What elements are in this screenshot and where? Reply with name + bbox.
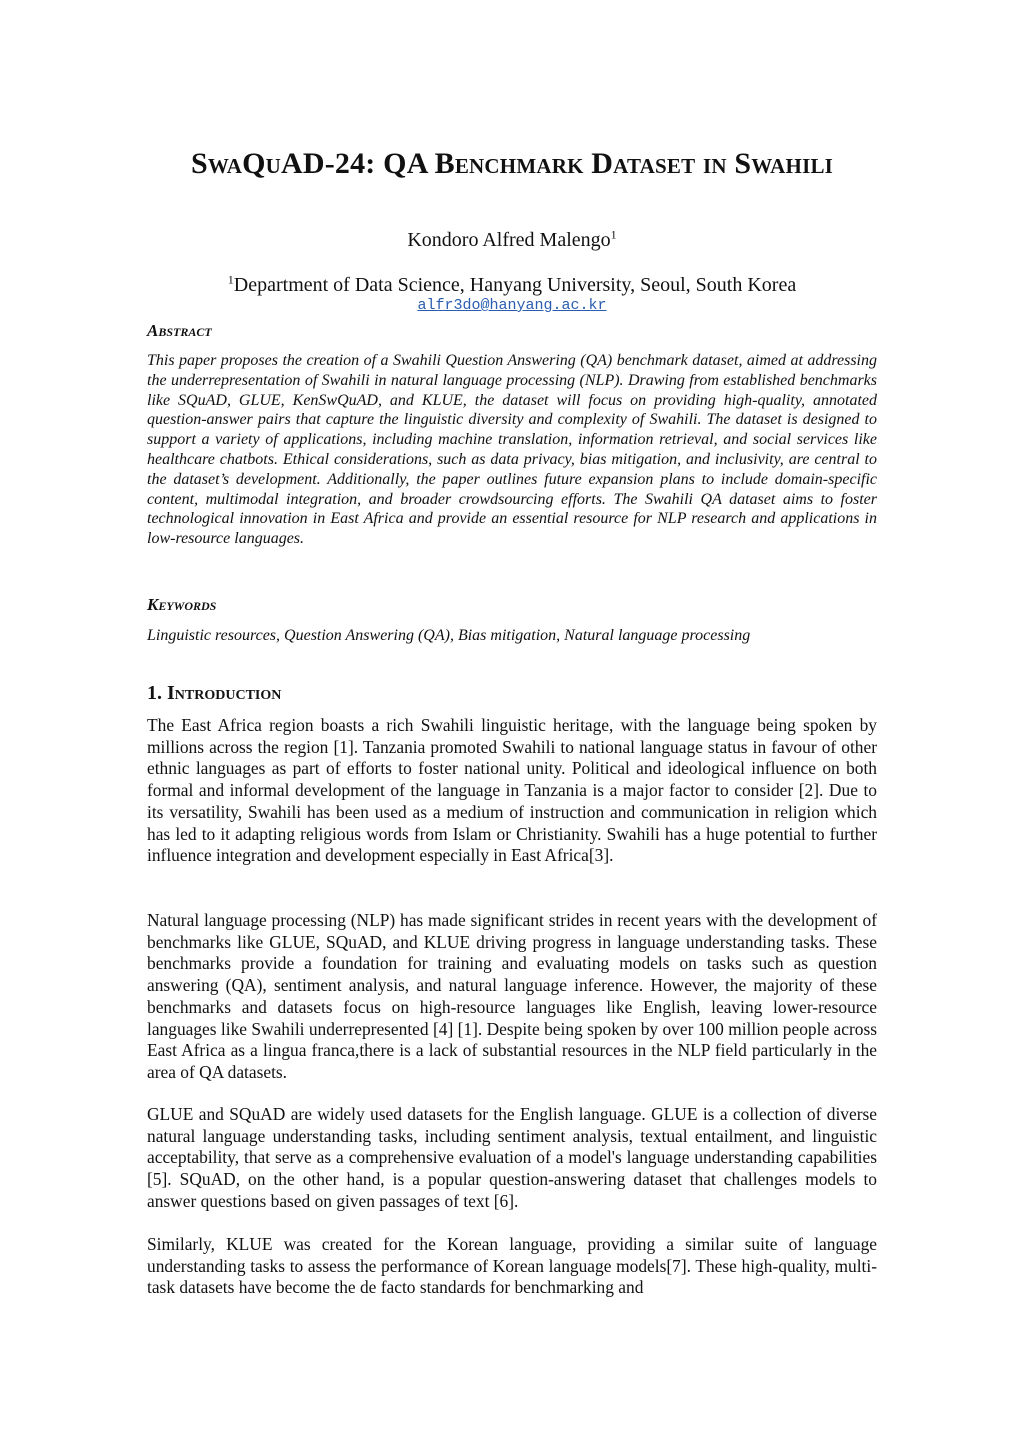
email-line — [0, 296, 1024, 316]
keywords-heading: Keywords — [147, 595, 217, 614]
intro-paragraph-2: Natural language processing (NLP) has made significant strides in recent years with the development of benchmarks like GLUE, SQuAD, and KLUE driving progress in language understanding tasks. These benchmarks provide a foundation for training and evaluating models on tasks such as question answering (QA), sentiment analysis, and natural language inference. However, the majority of these benchmarks and datasets focus on high-resource languages like English, leaving lower-resource languages like Swahili underrepresented [4] [1]. Despite being spoken by over 100 million people across East Africa as a lingua franca,there is a lack of substantial resources in the NLP field particularly in the area of QA datasets. — [147, 910, 877, 1082]
keywords-text: Linguistic resources, Question Answering (QA), Bias mitigation, Natural language processing — [147, 627, 751, 644]
intro-paragraph-3: GLUE and SQuAD are widely used datasets for the English language. GLUE is a collection of diverse natural language understanding tasks, including sentiment analysis, textual entailment, and linguistic acceptability, that serve as a comprehensive evaluation of a model's language understanding capabilities [5]. SQuAD, on the other hand, is a popular question-answering dataset that challenges models to answer questions based on given passages of text [6]. — [147, 1104, 877, 1211]
email-link[interactable]: alfr3do@hanyang.ac.kr — [417, 297, 607, 314]
author-name: Kondoro Alfred Malengo — [407, 229, 611, 251]
paper-title: SwaQuAD-24: QA Benchmark Dataset in Swahili — [190, 147, 834, 180]
abstract-heading: Abstract — [147, 321, 212, 340]
author-superscript: 1 — [610, 227, 617, 242]
affiliation-text: Department of Data Science, Hanyang University, Seoul, South Korea — [233, 274, 797, 296]
abstract-text: This paper proposes the creation of a Swahili Question Answering (QA) benchmark dataset, aimed at addressing the underrepresentation of Swahili in natural language processing (NLP). Drawing from established benchmarks like SQuAD, GLUE, KenSwQuAD, and KLUE, the dataset will focus on providing high-quality, annotated question-answer pairs that capture the linguistic diversity and complexity of Swahili. The dataset is designed to support a variety of applications, including machine translation, information retrieval, and social services like healthcare chatbots. Ethical considerations, such as data privacy, bias mitigation, and inclusivity, are central to the dataset’s development. Additionally, the paper outlines future expansion plans to include domain-specific content, multimodal integration, and broader crowdsourcing efforts. The Swahili QA dataset aims to foster technological innovation in East Africa and provide an essential resource for NLP research and applications in low-resource languages. — [147, 352, 877, 548]
introduction-heading: 1. Introduction — [147, 682, 282, 704]
affiliation-superscript: 1 — [227, 272, 234, 287]
intro-paragraph-1: The East Africa region boasts a rich Swahili linguistic heritage, with the language being spoken by millions across the region [1]. Tanzania promoted Swahili to national language status in favour of other ethnic languages as part of efforts to foster national unity. Political and ideological influence on both formal and informal development of the language in Tanzania is a major factor to consider [2]. Due to its versatility, Swahili has been used as a medium of instruction and communication in religion which has led to it adapting religious words from Islam or Christianity. Swahili has a huge potential to further influence integration and development especially in East Africa[3]. — [147, 715, 877, 866]
intro-paragraph-4: Similarly, KLUE was created for the Korean language, providing a similar suite of language understanding tasks to assess the performance of Korean language models[7]. These high-quality, multi-task datasets have become the de facto standards for benchmarking and — [147, 1234, 877, 1298]
affiliation-line — [0, 272, 1024, 298]
author-line — [0, 227, 1024, 253]
